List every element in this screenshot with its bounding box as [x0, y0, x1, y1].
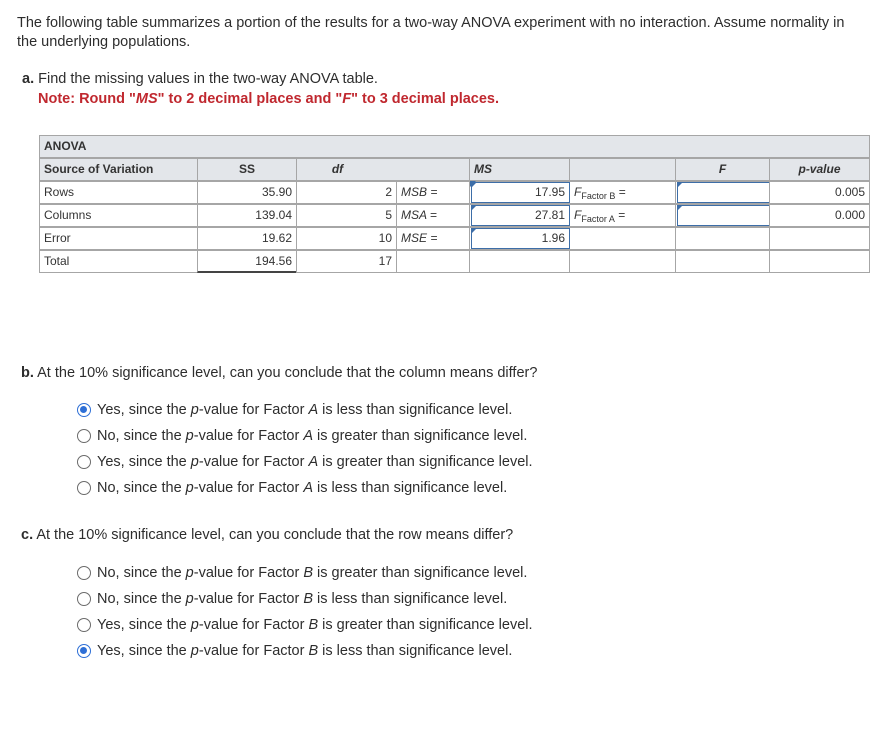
- radio-unselected-icon[interactable]: [77, 618, 91, 632]
- note-ms: MS: [135, 91, 158, 107]
- option-text-part: p: [190, 454, 199, 470]
- option-text-part: Yes, since the: [97, 643, 191, 659]
- option-text-part: is less than significance level.: [313, 480, 508, 496]
- option-text-part: -value for Factor: [193, 428, 304, 444]
- option-text-part: Yes, since the: [97, 454, 191, 470]
- col-f-header: F: [675, 158, 770, 181]
- note-f: F: [342, 91, 352, 107]
- option-text-part: -value for Factor: [198, 617, 309, 633]
- option-text-part: p: [185, 480, 194, 496]
- row-f-label: [569, 181, 676, 204]
- row-p-value: 0.005: [769, 181, 870, 204]
- radio-option[interactable]: [77, 612, 533, 638]
- f-label-main: F: [574, 185, 582, 199]
- row-source: Total: [39, 250, 198, 273]
- option-text-part: B: [303, 591, 314, 607]
- col-p-header: p-value: [769, 158, 870, 181]
- row-source: Columns: [39, 204, 198, 227]
- option-text-part: No, since the: [97, 591, 186, 607]
- option-text-part: -value for Factor: [193, 591, 304, 607]
- row-ms-value: 1.96: [469, 227, 570, 250]
- f-label-eq: =: [614, 208, 626, 222]
- empty-cell: [769, 227, 870, 250]
- ms-input-rows[interactable]: [471, 182, 570, 203]
- row-ss: 194.56: [197, 250, 297, 273]
- part-a-label: a.: [22, 71, 35, 87]
- option-text-part: A: [308, 402, 319, 418]
- table-row: [40, 227, 871, 250]
- radio-option-label: [97, 454, 533, 470]
- note-prefix: Note: Round ": [38, 91, 136, 107]
- part-c-question: [21, 526, 513, 545]
- option-text-part: -value for Factor: [198, 402, 309, 418]
- option-text-part: p: [190, 643, 199, 659]
- table-row: [40, 204, 871, 227]
- f-label-main: F: [574, 208, 582, 222]
- rounding-note: [38, 90, 499, 109]
- radio-option-label: [97, 402, 512, 418]
- radio-unselected-icon[interactable]: [77, 455, 91, 469]
- option-text-part: No, since the: [97, 480, 186, 496]
- row-df: 17: [296, 250, 397, 273]
- option-text-part: Yes, since the: [97, 402, 191, 418]
- option-text-part: No, since the: [97, 428, 186, 444]
- radio-option[interactable]: [77, 397, 533, 423]
- part-c-options: [77, 560, 533, 664]
- option-text-part: is greater than significance level.: [318, 617, 533, 633]
- table-row: [40, 181, 871, 204]
- radio-option-label: [97, 480, 507, 496]
- row-ms-value: 27.81: [469, 204, 570, 227]
- option-text-part: -value for Factor: [198, 643, 309, 659]
- intro-text: The following table summarizes a portion of the results for a two-way ANOVA experiment with no interaction. Assume normality in the underlying populations.: [17, 15, 845, 50]
- option-text-part: is less than significance level.: [318, 402, 513, 418]
- f-label-sub: Factor A: [581, 214, 615, 224]
- option-text-part: p: [185, 565, 194, 581]
- option-text-part: is greater than significance level.: [318, 454, 533, 470]
- radio-selected-icon[interactable]: [77, 403, 91, 417]
- part-c-label: c.: [21, 527, 34, 543]
- f-input-columns[interactable]: [677, 205, 770, 226]
- col-df-header: df: [296, 158, 470, 181]
- option-text-part: B: [308, 617, 319, 633]
- radio-option[interactable]: [77, 423, 533, 449]
- option-text-part: is less than significance level.: [318, 643, 513, 659]
- option-text-part: -value for Factor: [193, 565, 304, 581]
- empty-cell: [769, 250, 870, 273]
- ms-input-error[interactable]: [471, 228, 570, 249]
- note-suffix: " to 3 decimal places.: [351, 91, 500, 107]
- radio-option-label: [97, 617, 533, 633]
- part-a-prompt: [22, 70, 378, 89]
- f-input-rows[interactable]: [677, 182, 770, 203]
- option-text-part: B: [303, 565, 314, 581]
- part-b-options: [77, 397, 533, 501]
- option-text-part: A: [303, 480, 314, 496]
- radio-option[interactable]: [77, 560, 533, 586]
- radio-option-label: [97, 565, 527, 581]
- empty-cell: [569, 250, 676, 273]
- col-flabel-header: [569, 158, 676, 181]
- col-ms-header: MS: [469, 158, 570, 181]
- row-ms-value: 17.95: [469, 181, 570, 204]
- radio-unselected-icon[interactable]: [77, 481, 91, 495]
- row-df: 10: [296, 227, 397, 250]
- option-text-part: -value for Factor: [193, 480, 304, 496]
- option-text-part: No, since the: [97, 565, 186, 581]
- option-text-part: p: [190, 617, 199, 633]
- radio-option-label: [97, 428, 527, 444]
- row-ms-label: MSE =: [396, 227, 470, 250]
- radio-unselected-icon[interactable]: [77, 592, 91, 606]
- part-b-text: At the 10% significance level, can you conclude that the column means differ?: [37, 365, 538, 381]
- anova-title: ANOVA: [39, 135, 870, 158]
- row-df: 5: [296, 204, 397, 227]
- note-mid: " to 2 decimal places and ": [157, 91, 343, 107]
- table-row: [40, 250, 871, 273]
- row-ms-label: MSB =: [396, 181, 470, 204]
- option-text-part: p: [185, 428, 194, 444]
- empty-cell: [675, 227, 770, 250]
- radio-unselected-icon[interactable]: [77, 429, 91, 443]
- radio-option-label: [97, 591, 507, 607]
- row-df: 2: [296, 181, 397, 204]
- row-f-label: [569, 204, 676, 227]
- option-text-part: Yes, since the: [97, 617, 191, 633]
- radio-option-label: [97, 643, 512, 659]
- row-source: Rows: [39, 181, 198, 204]
- row-ss: 35.90: [197, 181, 297, 204]
- radio-option[interactable]: [77, 586, 533, 612]
- radio-option[interactable]: [77, 638, 533, 664]
- row-source: Error: [39, 227, 198, 250]
- row-p-value: 0.000: [769, 204, 870, 227]
- col-ss-header: SS: [197, 158, 297, 181]
- empty-cell: [469, 250, 570, 273]
- option-text-part: p: [185, 591, 194, 607]
- option-text-part: p: [190, 402, 199, 418]
- option-text-part: -value for Factor: [198, 454, 309, 470]
- ms-input-columns[interactable]: [471, 205, 570, 226]
- row-ss: 19.62: [197, 227, 297, 250]
- row-ms-label: MSA =: [396, 204, 470, 227]
- empty-cell: [569, 227, 676, 250]
- option-text-part: is less than significance level.: [313, 591, 508, 607]
- radio-unselected-icon[interactable]: [77, 566, 91, 580]
- col-source-header: Source of Variation: [39, 158, 198, 181]
- row-ss: 139.04: [197, 204, 297, 227]
- empty-cell: [396, 250, 470, 273]
- part-b-question: [21, 364, 537, 383]
- part-c-text: At the 10% significance level, can you conclude that the row means differ?: [36, 527, 514, 543]
- part-b-label: b.: [21, 365, 34, 381]
- option-text-part: is greater than significance level.: [313, 565, 528, 581]
- radio-option[interactable]: [77, 449, 533, 475]
- part-a-text: Find the missing values in the two-way ANOVA table.: [38, 71, 378, 87]
- f-label-sub: Factor B: [581, 191, 616, 201]
- radio-option[interactable]: [77, 475, 533, 501]
- option-text-part: A: [303, 428, 314, 444]
- empty-cell: [675, 250, 770, 273]
- option-text-part: A: [308, 454, 319, 470]
- radio-selected-icon[interactable]: [77, 644, 91, 658]
- option-text-part: is greater than significance level.: [313, 428, 528, 444]
- f-label-eq: =: [615, 185, 626, 199]
- option-text-part: B: [308, 643, 319, 659]
